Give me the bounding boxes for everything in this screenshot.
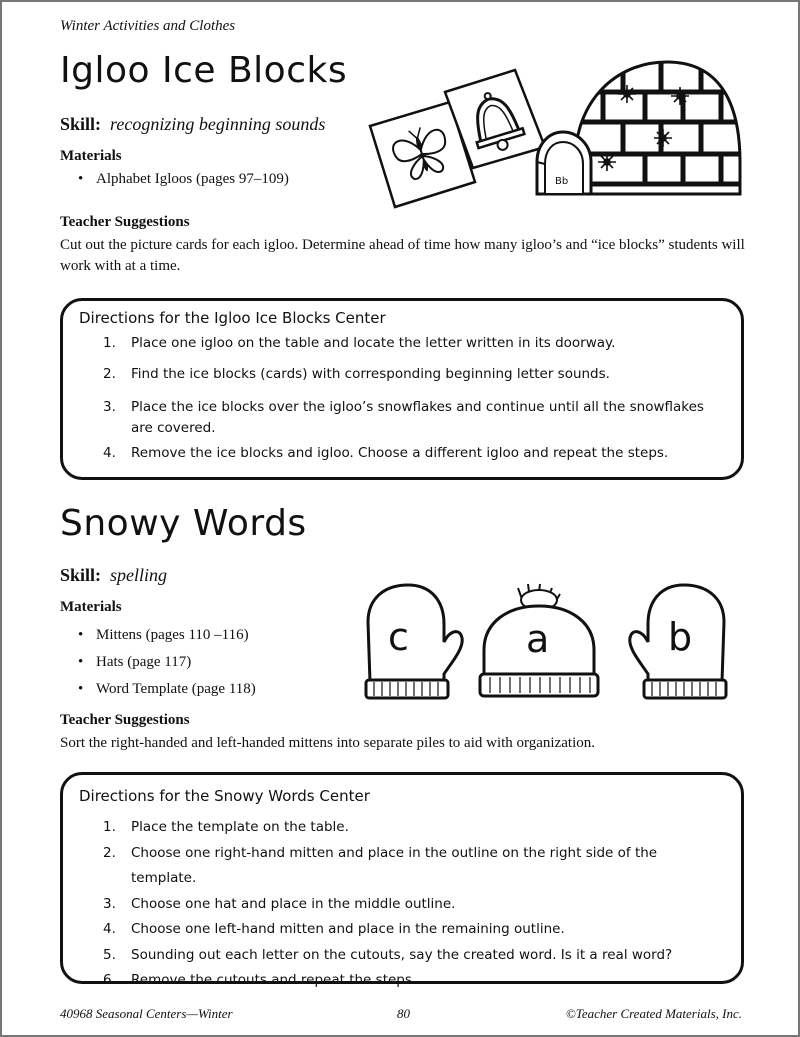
section1-directions-title: Directions for the Igloo Ice Blocks Center — [79, 309, 386, 327]
section2-teacher-text: Sort the right-handed and left-handed mittens into separate piles to aid with organization. — [60, 735, 595, 751]
mitten-left-letter: c — [388, 615, 409, 659]
section2-materials-heading: Materials — [60, 599, 122, 615]
section2-skill-label: Skill: — [60, 565, 102, 585]
running-head: Winter Activities and Clothes — [60, 18, 236, 34]
list-item: • Mittens (pages 110 –116) — [78, 622, 256, 649]
list-item — [103, 841, 721, 892]
section2-directions-box — [60, 772, 744, 988]
section2-teacher-heading: Teacher Suggestions — [60, 712, 190, 728]
section2-skill-text: spelling — [110, 565, 168, 585]
section1-teacher-text: Cut out the picture cards for each igloo. Determine ahead of time how many igloo’s and “ice blocks” students will work with at a time. — [60, 237, 745, 274]
section1-skill-text: recognizing beginning sounds — [110, 114, 326, 134]
list-item — [103, 917, 721, 943]
list-item — [103, 445, 721, 469]
step-text: Place the ice blocks over the igloo’s snowflakes and continue until all the snowflakes are covered. — [131, 399, 704, 436]
section1-materials-heading: Materials — [60, 148, 122, 164]
mitten-icon — [366, 585, 462, 698]
step-text: Choose one left-hand mitten and place in the remaining outline. — [131, 921, 565, 937]
step-number: 3. — [103, 895, 116, 912]
igloo-illustration — [365, 62, 745, 222]
step-number: 4. — [103, 445, 116, 461]
list-item: • Alphabet Igloos (pages 97–109) — [78, 171, 289, 188]
doorway-letter: Bb — [555, 176, 569, 187]
step-text: Remove the cutouts and repeat the steps. — [131, 972, 417, 988]
section1-skill — [60, 114, 325, 135]
step-text: Remove the ice blocks and igloo. Choose a different igloo and repeat the steps. — [131, 445, 669, 461]
step-number: 3. — [103, 399, 116, 415]
step-number: 2. — [103, 366, 116, 382]
step-text: Place one igloo on the table and locate the letter written in its doorway. — [131, 335, 616, 351]
mitten-icon — [630, 585, 726, 698]
list-item — [103, 943, 721, 969]
list-item: • Hats (page 117) — [78, 649, 256, 676]
step-text: Place the template on the table. — [131, 819, 349, 835]
section2-steps — [103, 815, 721, 994]
step-number: 2. — [103, 844, 116, 861]
mitten-right-letter: b — [668, 615, 693, 659]
list-item — [103, 968, 721, 994]
step-number: 1. — [103, 335, 116, 351]
section2-skill — [60, 565, 167, 586]
list-item: • Word Template (page 118) — [78, 676, 256, 703]
step-text: Find the ice blocks (cards) with corresponding beginning letter sounds. — [131, 366, 610, 382]
step-text: Choose one hat and place in the middle outline. — [131, 895, 456, 912]
section1-materials-list — [78, 171, 289, 188]
section2-directions-title: Directions for the Snowy Words Center — [79, 787, 370, 805]
section1-steps — [103, 335, 721, 469]
section1-skill-label: Skill: — [60, 114, 102, 134]
step-number: 6. — [103, 972, 116, 988]
section1-teacher-heading: Teacher Suggestions — [60, 214, 190, 230]
step-number: 4. — [103, 921, 116, 937]
section1-title: Igloo Ice Blocks — [60, 50, 348, 91]
list-item — [103, 366, 721, 397]
list-item — [103, 397, 721, 445]
hat-icon — [480, 584, 598, 696]
footer-page-number: 80 — [397, 1006, 410, 1021]
step-number: 1. — [103, 819, 116, 835]
footer-right: ©Teacher Created Materials, Inc. — [565, 1006, 742, 1021]
igloo-icon — [537, 62, 745, 194]
list-item — [103, 335, 721, 366]
section2-materials-list — [78, 622, 256, 703]
section2-title: Snowy Words — [60, 503, 307, 544]
footer-left: 40968 Seasonal Centers—Winter — [60, 1006, 233, 1021]
step-number: 5. — [103, 946, 116, 963]
step-text: Sounding out each letter on the cutouts, say the created word. Is it a real word? — [131, 946, 673, 963]
list-item — [103, 815, 721, 841]
section1-directions-box — [60, 298, 744, 480]
hat-letter: a — [526, 617, 550, 661]
mittens-hat-illustration — [358, 582, 748, 704]
list-item — [103, 892, 721, 918]
step-text: Choose one right-hand mitten and place in the outline on the right side of the template. — [131, 844, 658, 886]
